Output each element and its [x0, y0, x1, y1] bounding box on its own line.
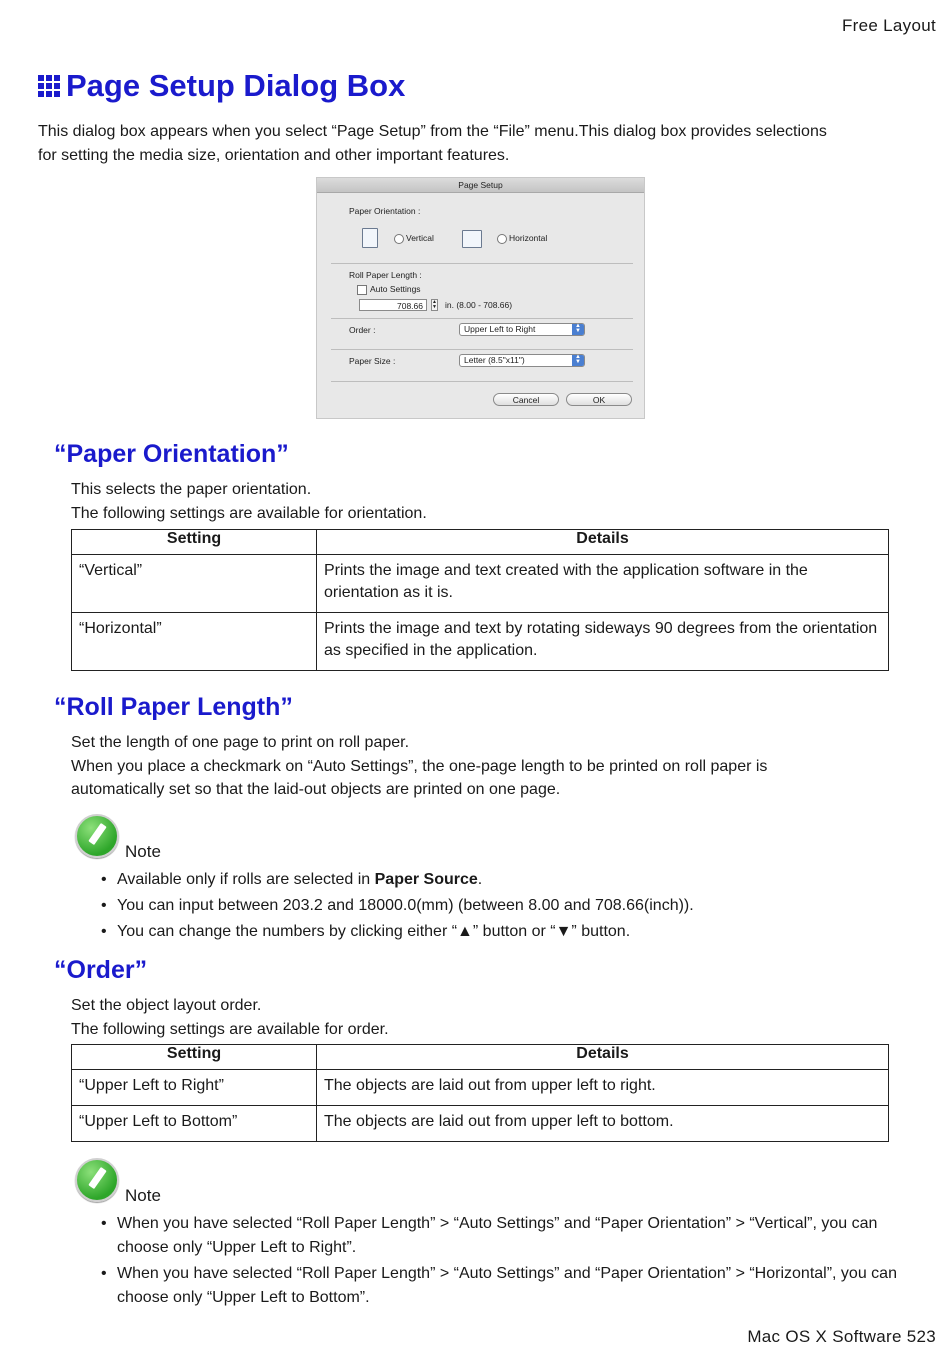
details-cell: Prints the image and text created with the application software in the orientation as it is.	[317, 555, 889, 613]
col-setting-header: Setting	[72, 1045, 317, 1070]
table-row	[72, 1070, 889, 1106]
note-label: Note	[125, 842, 161, 861]
note-text: .	[477, 871, 483, 888]
vertical-page-icon	[362, 228, 378, 248]
order-label: Order :	[349, 325, 376, 335]
orientation-table	[71, 529, 889, 671]
note-pencil-icon	[75, 814, 119, 858]
dialog-divider	[331, 381, 633, 382]
intro-paragraph	[38, 120, 898, 168]
list-item: • You can input between 203.2 and 18000.0(mm) (between 8.00 and 708.66(inch)).	[75, 894, 905, 918]
order-popup[interactable]	[459, 323, 585, 336]
table-header-row	[72, 530, 889, 555]
length-range-text: in. (8.00 - 708.66)	[445, 300, 513, 310]
table-row	[72, 613, 889, 671]
setting-cell: “Vertical”	[72, 555, 317, 613]
table-row	[72, 555, 889, 613]
orientation-heading: “Paper Orientation”	[54, 440, 289, 468]
note-list	[75, 868, 905, 944]
roll-line-1: Set the length of one page to print on roll paper.	[71, 734, 410, 751]
orientation-description	[71, 478, 427, 525]
vertical-radio-icon[interactable]	[394, 234, 404, 244]
popup-arrows-icon: ▲ ▼	[572, 355, 584, 366]
auto-settings-checkbox[interactable]	[357, 284, 421, 295]
order-description	[71, 994, 389, 1041]
paper-size-label: Paper Size :	[349, 356, 396, 366]
order-heading: “Order”	[54, 956, 148, 984]
vertical-radio[interactable]	[394, 233, 434, 244]
details-cell: The objects are laid out from upper left to bottom.	[317, 1106, 889, 1142]
order-table	[71, 1044, 889, 1142]
paper-source-term: Paper Source	[374, 871, 478, 888]
note-pencil-icon	[75, 1158, 119, 1202]
order-line-2: The following settings are available for order.	[71, 1020, 389, 1038]
roll-line-2: When you place a checkmark on “Auto Settings”, the one-page length to be printed on roll paper is	[71, 757, 768, 775]
dialog-titlebar: Page Setup	[317, 178, 644, 193]
order-line-1: Set the object layout order.	[71, 997, 262, 1014]
paper-size-popup[interactable]	[459, 354, 585, 367]
popup-arrows-icon: ▲ ▼	[572, 324, 584, 335]
col-details-header: Details	[317, 530, 889, 555]
horizontal-radio-icon[interactable]	[497, 234, 507, 244]
orientation-line-1: This selects the paper orientation.	[71, 481, 312, 498]
footer-page-label: Mac OS X Software 523	[747, 1327, 936, 1346]
note-label: Note	[125, 1186, 161, 1205]
paper-size-popup-value: Letter (8.5"x11")	[464, 355, 525, 365]
dialog-divider	[331, 349, 633, 350]
orientation-label: Paper Orientation :	[349, 206, 421, 216]
order-popup-value: Upper Left to Right	[464, 324, 536, 334]
roll-length-description	[71, 731, 767, 802]
order-note	[75, 1158, 905, 1312]
setting-cell: “Horizontal”	[72, 613, 317, 671]
col-details-header: Details	[317, 1045, 889, 1070]
table-header-row	[72, 1045, 889, 1070]
page-title-text: Page Setup Dialog Box	[66, 68, 406, 103]
details-cell: Prints the image and text by rotating sideways 90 degrees from the orientation as specified in the application.	[317, 613, 889, 671]
list-item: • You can change the numbers by clicking either “▲” button or “▼” button.	[75, 920, 905, 944]
intro-line-1: This dialog box appears when you select “Page Setup” from the “File” menu.This dialog box provides selections	[38, 123, 827, 140]
dialog-divider	[331, 318, 633, 319]
length-input[interactable]: 708.66	[359, 299, 427, 311]
orientation-line-2: The following settings are available for orientation.	[71, 504, 427, 522]
grid-bullet-icon	[38, 75, 60, 97]
page-title	[38, 68, 405, 104]
list-item: • When you have selected “Roll Paper Length” > “Auto Settings” and “Paper Orientation” > “Vertical”, you can choose only “Upper Left to Right”.	[75, 1212, 905, 1260]
roll-note	[75, 814, 905, 946]
horizontal-page-icon	[462, 230, 482, 248]
cancel-button[interactable]: Cancel	[493, 393, 559, 406]
note-list	[75, 1212, 905, 1310]
auto-settings-checkbox-icon[interactable]	[357, 285, 367, 295]
list-item	[75, 868, 905, 892]
dialog-divider	[331, 263, 633, 264]
horizontal-radio[interactable]	[497, 233, 547, 244]
note-header	[75, 1158, 905, 1205]
horizontal-radio-label: Horizontal	[509, 233, 548, 243]
details-cell: The objects are laid out from upper left to right.	[317, 1070, 889, 1106]
setting-cell: “Upper Left to Right”	[72, 1070, 317, 1106]
col-setting-header: Setting	[72, 530, 317, 555]
ok-button[interactable]: OK	[566, 393, 632, 406]
roll-line-3: automatically set so that the laid-out objects are printed on one page.	[71, 781, 561, 798]
vertical-radio-label: Vertical	[406, 233, 434, 243]
length-stepper[interactable]: ▲ ▼	[432, 299, 437, 310]
note-text: Available only if rolls are selected in	[117, 871, 375, 888]
note-header	[75, 814, 905, 861]
page-setup-dialog	[316, 177, 645, 419]
setting-cell: “Upper Left to Bottom”	[72, 1106, 317, 1142]
table-row	[72, 1106, 889, 1142]
auto-settings-label: Auto Settings	[370, 284, 421, 294]
header-section-label: Free Layout	[841, 16, 936, 35]
list-item: • When you have selected “Roll Paper Length” > “Auto Settings” and “Paper Orientation” > “Horizontal”, you can choose only “Upper Left to Bottom”.	[75, 1262, 905, 1310]
roll-length-label: Roll Paper Length :	[349, 270, 422, 280]
intro-line-2: for setting the media size, orientation and other important features.	[38, 147, 510, 164]
roll-length-heading: “Roll Paper Length”	[54, 693, 293, 721]
